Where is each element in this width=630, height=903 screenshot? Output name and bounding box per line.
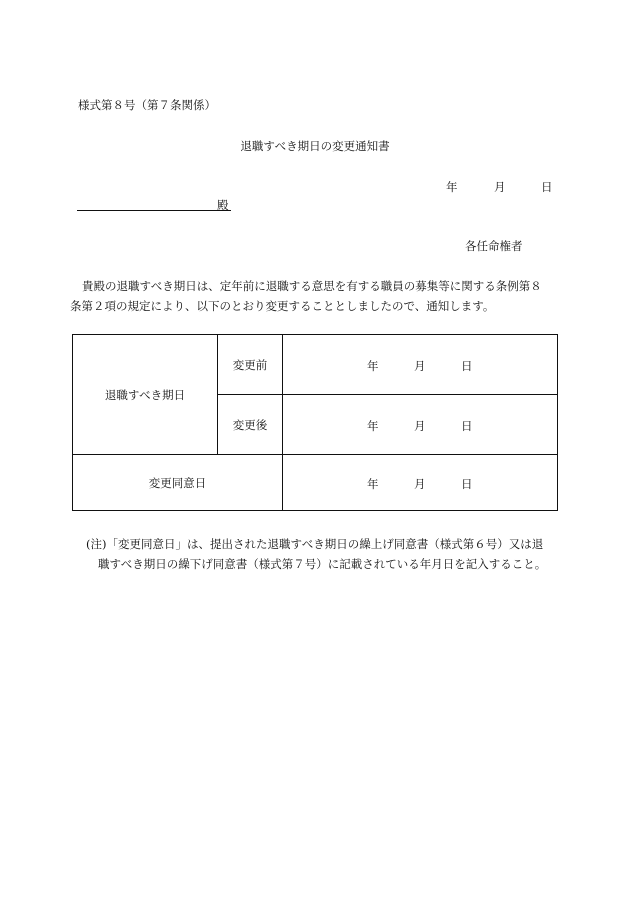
row-header-retirement-date: 退職すべき期日 bbox=[73, 335, 218, 455]
year-label: 年 bbox=[367, 418, 379, 433]
day-label: 日 bbox=[461, 418, 473, 433]
sender-name: 各任命権者 bbox=[465, 239, 523, 253]
day-label: 日 bbox=[461, 358, 473, 373]
note-line-2: 職すべき期日の繰下げ同意書（様式第７号）に記載されている年月日を記入すること。 bbox=[98, 557, 547, 571]
date-year-label: 年 bbox=[446, 180, 458, 194]
table-row bbox=[73, 455, 558, 511]
note-line-1: (注)「変更同意日」は、提出された退職すべき期日の繰上げ同意書（様式第６号）又は退 bbox=[86, 537, 544, 551]
form-number: 様式第８号（第７条関係） bbox=[78, 98, 216, 112]
consent-date bbox=[283, 455, 558, 511]
after-change-label: 変更後 bbox=[218, 395, 283, 455]
year-label: 年 bbox=[367, 476, 379, 491]
year-label: 年 bbox=[367, 358, 379, 373]
recipient-name-line bbox=[77, 210, 231, 211]
before-change-label: 変更前 bbox=[218, 335, 283, 395]
body-text-line-2: 条第２項の規定により、以下のとおり変更することとしましたので、通知します。 bbox=[70, 299, 495, 313]
body-text-line-1: 貴殿の退職すべき期日は、定年前に退職する意思を有する職員の募集等に関する条例第８ bbox=[82, 279, 542, 293]
after-change-date bbox=[283, 395, 558, 455]
document-title: 退職すべき期日の変更通知書 bbox=[240, 139, 390, 153]
month-label: 月 bbox=[414, 476, 426, 491]
recipient-honorific: 殿 bbox=[217, 198, 229, 212]
date-day-label: 日 bbox=[541, 180, 553, 194]
before-change-date bbox=[283, 335, 558, 395]
month-label: 月 bbox=[414, 418, 426, 433]
consent-date-label: 変更同意日 bbox=[73, 455, 283, 511]
day-label: 日 bbox=[461, 476, 473, 491]
table-row bbox=[73, 335, 558, 395]
month-label: 月 bbox=[414, 358, 426, 373]
change-table bbox=[72, 334, 558, 511]
date-month-label: 月 bbox=[494, 180, 506, 194]
